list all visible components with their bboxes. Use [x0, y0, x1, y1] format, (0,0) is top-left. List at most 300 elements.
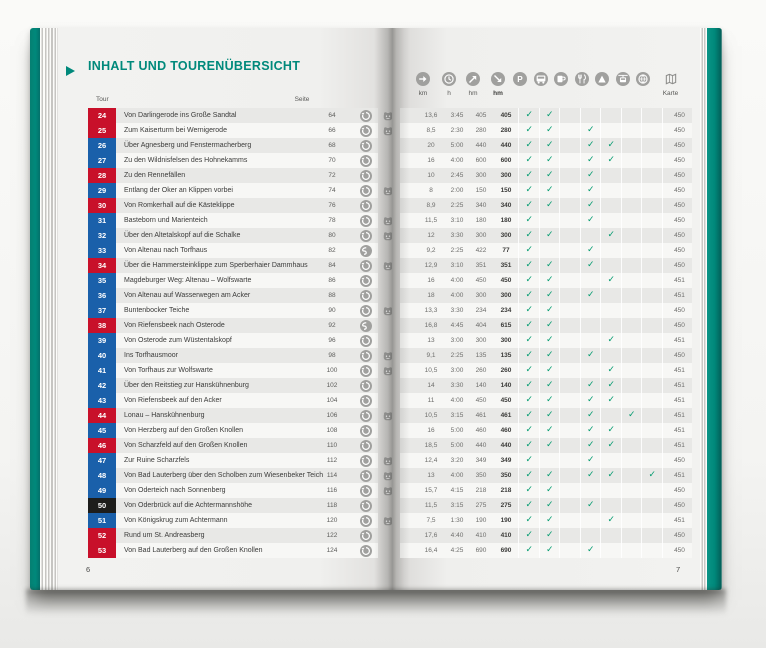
tour-descent-value: 140: [500, 382, 512, 389]
header-arrow-icon: [66, 66, 75, 76]
tour-ascent-value: 461: [475, 412, 487, 419]
svg-text:P: P: [517, 75, 523, 85]
tour-km-value: 14: [427, 382, 435, 389]
karte-cell: [662, 528, 697, 543]
tour-ascent-value: 351: [475, 262, 487, 269]
feature-cell-0: [518, 363, 540, 378]
checkmark: ✓: [545, 365, 554, 375]
tour-km-value: 8,5: [426, 127, 436, 134]
tour-descent-value: 135: [500, 352, 512, 359]
tour-data-row-34: [400, 258, 692, 273]
tour-descent-value: 461: [500, 412, 512, 419]
tour-title: Zu den Wildnisfelsen des Hohnekamms: [124, 157, 248, 164]
checkmark: ✓: [525, 260, 534, 270]
tour-page-number: 112: [326, 457, 338, 464]
tour-km-value: 15,7: [424, 487, 438, 494]
tour-km-value: 17,6: [424, 532, 438, 539]
page-title: INHALT UND TOURENÜBERSICHT: [88, 59, 301, 73]
round-trip-icon: [360, 260, 372, 272]
tour-km-value: 16: [427, 157, 435, 164]
tour-data-row-26: [400, 138, 692, 153]
toc-row-tour-42: [88, 378, 378, 393]
feature-cell-3: [580, 513, 602, 528]
tour-km-value: 20: [427, 142, 435, 149]
karte-cell: [662, 438, 697, 453]
feature-cell-2: [559, 528, 581, 543]
tour-karte-value: 450: [674, 262, 685, 269]
checkmark: ✓: [525, 485, 534, 495]
tour-data-row-42: [400, 378, 692, 393]
feature-cell-2: [559, 213, 581, 228]
tour-ascent-value: 140: [475, 382, 487, 389]
tour-number-badge: 32: [88, 228, 116, 243]
tour-page-number: 110: [326, 442, 338, 449]
tour-page-number: 76: [328, 202, 336, 209]
tour-descent-value: 77: [502, 247, 510, 254]
tour-time-value: 4:45: [450, 322, 464, 329]
checkmark: ✓: [607, 440, 616, 450]
tour-km-value: 7,5: [426, 517, 436, 524]
toc-row-tour-44: [88, 408, 378, 423]
tour-time-value: 5:00: [450, 442, 464, 449]
feature-cell-5: [621, 108, 643, 123]
checkmark: ✓: [525, 530, 534, 540]
tour-title: Über den Reitstieg zur Hanskühnenburg: [124, 382, 249, 389]
tour-ascent-value: 349: [475, 457, 487, 464]
checkmark: ✓: [545, 275, 554, 285]
tour-ascent-value: 350: [475, 472, 487, 479]
tour-km-value: 9,1: [426, 352, 436, 359]
checkmark: ✓: [586, 500, 595, 510]
toc-row-tour-24: [88, 108, 378, 123]
tour-ascent-value: 690: [475, 547, 487, 554]
checkmark: ✓: [586, 125, 595, 135]
feature-cell-3: [580, 438, 602, 453]
feature-cell-2: [559, 513, 581, 528]
feature-cell-1: [539, 213, 561, 228]
feature-cell-4: [600, 333, 622, 348]
karte-cell: [662, 168, 697, 183]
tour-number-badge: 53: [88, 543, 116, 558]
round-trip-icon: [360, 170, 372, 182]
feature-cell-5: [621, 468, 643, 483]
tour-ascent-value: 440: [475, 442, 487, 449]
feature-cell-1: [539, 183, 561, 198]
feature-cell-4: [600, 303, 622, 318]
tour-time-value: 3:30: [450, 382, 464, 389]
feature-cell-1: [539, 393, 561, 408]
map-icon: [664, 72, 678, 86]
feature-cell-2: [559, 258, 581, 273]
tour-page-number: 100: [326, 367, 338, 374]
karte-cell: [662, 348, 697, 363]
checkmark: ✓: [607, 425, 616, 435]
checkmark: ✓: [545, 230, 554, 240]
tour-time-value: 3:15: [450, 412, 464, 419]
feature-cell-2: [559, 333, 581, 348]
feature-cell-2: [559, 318, 581, 333]
tour-ascent-value: 450: [475, 277, 487, 284]
toc-row-tour-27: [88, 153, 378, 168]
feature-cell-3: [580, 498, 602, 513]
tour-km-value: 13: [427, 472, 435, 479]
checkmark: ✓: [525, 125, 534, 135]
karte-cell: [662, 183, 697, 198]
tour-title: Basteborn und Marienteich: [124, 217, 208, 224]
tour-page-number: 92: [328, 322, 336, 329]
tour-number-badge: 35: [88, 273, 116, 288]
feature-cell-4: [600, 138, 622, 153]
feature-cell-0: [518, 228, 540, 243]
tour-number-badge: 28: [88, 168, 116, 183]
checkmark: ✓: [545, 515, 554, 525]
feature-cell-5: [621, 198, 643, 213]
checkmark: ✓: [545, 530, 554, 540]
tour-page-number: 64: [328, 112, 336, 119]
tour-number-badge: 24: [88, 108, 116, 123]
feature-cell-2: [559, 123, 581, 138]
feature-cell-5: [621, 363, 643, 378]
toc-row-tour-52: [88, 528, 378, 543]
tour-number-badge: 33: [88, 243, 116, 258]
checkmark: ✓: [545, 395, 554, 405]
round-trip-icon: [360, 185, 372, 197]
karte-column-label: Karte: [662, 90, 679, 97]
tour-km-value: 9,2: [426, 247, 436, 254]
tour-title: Von Osterode zum Wüstentalskopf: [124, 337, 232, 344]
tour-column-label: Tour: [96, 96, 109, 103]
feature-cell-3: [580, 543, 602, 558]
tour-time-value: 2:45: [450, 172, 464, 179]
feature-cell-4: [600, 393, 622, 408]
checkmark: ✓: [545, 140, 554, 150]
checkmark: ✓: [586, 260, 595, 270]
feature-cell-5: [621, 303, 643, 318]
checkmark: ✓: [545, 425, 554, 435]
checkmark: ✓: [545, 410, 554, 420]
feature-cell-4: [600, 288, 622, 303]
checkmark: ✓: [607, 380, 616, 390]
feature-cell-3: [580, 348, 602, 363]
tour-title: Zur Ruine Scharzfels: [124, 457, 190, 464]
checkmark: ✓: [525, 395, 534, 405]
tour-karte-value: 450: [674, 502, 685, 509]
tour-number-badge: 31: [88, 213, 116, 228]
point-to-point-icon: [360, 245, 372, 257]
feature-cell-2: [559, 393, 581, 408]
tour-karte-value: 450: [674, 457, 685, 464]
feature-cell-0: [518, 333, 540, 348]
tour-page-number: 72: [328, 172, 336, 179]
feature-cell-6: [641, 183, 663, 198]
karte-cell: [662, 498, 697, 513]
feature-cell-2: [559, 408, 581, 423]
metric-label-h: h: [447, 90, 451, 97]
toc-row-tour-40: [88, 348, 378, 363]
feature-cell-1: [539, 348, 561, 363]
feature-cell-0: [518, 378, 540, 393]
checkmark: ✓: [525, 350, 534, 360]
feature-cell-2: [559, 378, 581, 393]
feature-cell-5: [621, 333, 643, 348]
tour-karte-value: 451: [674, 517, 685, 524]
feature-cell-6: [641, 123, 663, 138]
metric-label-hm: hm: [468, 90, 478, 97]
checkmark: ✓: [525, 500, 534, 510]
tour-page-number: 90: [328, 307, 336, 314]
toc-row-tour-51: [88, 513, 378, 528]
checkmark: ✓: [607, 395, 616, 405]
right-page: [392, 28, 700, 590]
checkmark: ✓: [525, 290, 534, 300]
tour-time-value: 3:10: [450, 262, 464, 269]
feature-cell-2: [559, 453, 581, 468]
feature-cell-4: [600, 273, 622, 288]
karte-cell: [662, 228, 697, 243]
feature-cell-3: [580, 258, 602, 273]
feature-cell-6: [641, 138, 663, 153]
tour-karte-value: 450: [674, 247, 685, 254]
feature-cell-1: [539, 498, 561, 513]
feature-cell-3: [580, 288, 602, 303]
feature-cell-4: [600, 108, 622, 123]
feature-cell-0: [518, 168, 540, 183]
checkmark: ✓: [607, 140, 616, 150]
feature-cell-0: [518, 273, 540, 288]
tour-time-value: 4:00: [450, 472, 464, 479]
tour-karte-value: 451: [674, 427, 685, 434]
bus-icon: [534, 72, 548, 86]
feature-cell-5: [621, 438, 643, 453]
tour-karte-value: 451: [674, 442, 685, 449]
tour-data-row-35: [400, 273, 692, 288]
tour-data-row-48: [400, 468, 692, 483]
feature-cell-6: [641, 423, 663, 438]
feature-cell-2: [559, 243, 581, 258]
feature-cell-0: [518, 423, 540, 438]
feature-cell-1: [539, 123, 561, 138]
tour-ascent-value: 300: [475, 337, 487, 344]
feature-cell-0: [518, 468, 540, 483]
tour-karte-value: 450: [674, 172, 685, 179]
tour-number-badge: 25: [88, 123, 116, 138]
feature-cell-5: [621, 543, 643, 558]
checkmark: ✓: [586, 425, 595, 435]
feature-cell-4: [600, 318, 622, 333]
tour-time-value: 3:10: [450, 217, 464, 224]
tour-data-row-41: [400, 363, 692, 378]
tour-page-number: 98: [328, 352, 336, 359]
feature-cell-1: [539, 198, 561, 213]
karte-cell: [662, 108, 697, 123]
tour-number-badge: 51: [88, 513, 116, 528]
right-page-stack-edge: [700, 28, 707, 590]
round-trip-icon: [360, 200, 372, 212]
feature-cell-5: [621, 348, 643, 363]
feature-cell-0: [518, 123, 540, 138]
checkmark: ✓: [525, 425, 534, 435]
feature-cell-6: [641, 408, 663, 423]
feature-cell-6: [641, 108, 663, 123]
tour-page-number: 74: [328, 187, 336, 194]
tour-time-value: 2:00: [450, 187, 464, 194]
right-page-number: 7: [676, 565, 681, 574]
feature-cell-4: [600, 258, 622, 273]
feature-cell-3: [580, 408, 602, 423]
tour-descent-value: 440: [500, 142, 512, 149]
tour-data-row-37: [400, 303, 692, 318]
tour-time-value: 4:00: [450, 292, 464, 299]
checkmark: ✓: [586, 380, 595, 390]
tour-data-row-36: [400, 288, 692, 303]
tour-time-value: 4:15: [450, 487, 464, 494]
feature-cell-5: [621, 288, 643, 303]
round-trip-icon: [360, 215, 372, 227]
tour-number-badge: 41: [88, 363, 116, 378]
tour-descent-value: 410: [500, 532, 512, 539]
round-trip-icon: [360, 530, 372, 542]
tour-number-badge: 44: [88, 408, 116, 423]
checkmark: ✓: [607, 230, 616, 240]
tour-page-number: 68: [328, 142, 336, 149]
tour-title: Von Scharzfeld auf den Großen Knollen: [124, 442, 248, 449]
karte-cell: [662, 513, 697, 528]
descent-icon: [491, 72, 505, 86]
tour-time-value: 5:00: [450, 142, 464, 149]
checkmark: ✓: [545, 305, 554, 315]
feature-cell-4: [600, 168, 622, 183]
checkmark: ✓: [545, 470, 554, 480]
tour-data-row-25: [400, 123, 692, 138]
tour-descent-value: 275: [500, 502, 512, 509]
tour-karte-value: 450: [674, 127, 685, 134]
feature-cell-3: [580, 213, 602, 228]
feature-cell-2: [559, 288, 581, 303]
karte-cell: [662, 483, 697, 498]
tour-km-value: 16,8: [424, 322, 438, 329]
tour-karte-value: 451: [674, 337, 685, 344]
tour-descent-value: 349: [500, 457, 512, 464]
tour-descent-value: 150: [500, 187, 512, 194]
feature-cell-1: [539, 483, 561, 498]
metric-label-hm: hm: [493, 90, 503, 97]
feature-cell-1: [539, 138, 561, 153]
checkmark: ✓: [545, 320, 554, 330]
feature-cell-6: [641, 303, 663, 318]
checkmark: ✓: [586, 185, 595, 195]
checkmark: ✓: [525, 320, 534, 330]
tour-data-row-47: [400, 453, 692, 468]
round-trip-icon: [360, 410, 372, 422]
round-trip-icon: [360, 140, 372, 152]
tour-number-badge: 40: [88, 348, 116, 363]
feature-cell-0: [518, 453, 540, 468]
feature-cell-0: [518, 108, 540, 123]
feature-cell-1: [539, 303, 561, 318]
feature-cell-3: [580, 363, 602, 378]
tour-ascent-value: 440: [475, 142, 487, 149]
tour-ascent-value: 150: [475, 187, 487, 194]
checkmark: ✓: [525, 545, 534, 555]
round-trip-icon: [360, 155, 372, 167]
tour-karte-value: 450: [674, 532, 685, 539]
tour-number-badge: 49: [88, 483, 116, 498]
feature-cell-0: [518, 243, 540, 258]
feature-cell-2: [559, 273, 581, 288]
checkmark: ✓: [525, 305, 534, 315]
tour-descent-value: 300: [500, 232, 512, 239]
tour-ascent-value: 460: [475, 427, 487, 434]
checkmark: ✓: [525, 185, 534, 195]
feature-cell-1: [539, 513, 561, 528]
karte-cell: [662, 138, 697, 153]
checkmark: ✓: [545, 500, 554, 510]
tour-page-number: 66: [328, 127, 336, 134]
tour-descent-value: 180: [500, 217, 512, 224]
feature-cell-4: [600, 153, 622, 168]
tour-ascent-value: 422: [475, 247, 487, 254]
tour-km-value: 11,5: [424, 502, 438, 509]
tour-number-badge: 36: [88, 288, 116, 303]
karte-cell: [662, 318, 697, 333]
checkmark: ✓: [525, 200, 534, 210]
tour-ascent-value: 190: [475, 517, 487, 524]
refreshment-icon: [554, 72, 568, 86]
feature-cell-2: [559, 108, 581, 123]
tour-karte-value: 450: [674, 217, 685, 224]
toc-row-tour-33: [88, 243, 378, 258]
feature-cell-3: [580, 228, 602, 243]
feature-cell-1: [539, 453, 561, 468]
checkmark: ✓: [525, 515, 534, 525]
feature-cell-3: [580, 183, 602, 198]
tour-karte-value: 451: [674, 412, 685, 419]
tour-data-row-50: [400, 498, 692, 513]
tour-number-badge: 30: [88, 198, 116, 213]
feature-cell-6: [641, 483, 663, 498]
tour-page-number: 102: [326, 382, 338, 389]
toc-row-tour-43: [88, 393, 378, 408]
checkmark: ✓: [545, 200, 554, 210]
tour-number-badge: 38: [88, 318, 116, 333]
tour-page-number: 116: [326, 487, 338, 494]
tour-page-number: 114: [326, 472, 338, 479]
tour-descent-value: 615: [500, 322, 512, 329]
karte-cell: [662, 213, 697, 228]
tour-number-badge: 37: [88, 303, 116, 318]
feature-cell-5: [621, 498, 643, 513]
tour-ascent-value: 410: [475, 532, 487, 539]
checkmark: ✓: [525, 455, 534, 465]
feature-cell-5: [621, 453, 643, 468]
checkmark: ✓: [648, 470, 657, 480]
toc-row-tour-47: [88, 453, 378, 468]
tour-data-row-32: [400, 228, 692, 243]
feature-cell-1: [539, 258, 561, 273]
tour-title: Von Altenau auf Wasserwegen am Acker: [124, 292, 251, 299]
checkmark: ✓: [525, 110, 534, 120]
feature-cell-6: [641, 333, 663, 348]
tour-karte-value: 450: [674, 142, 685, 149]
tour-page-number: 84: [328, 262, 336, 269]
feature-cell-5: [621, 483, 643, 498]
checkmark: ✓: [525, 470, 534, 480]
feature-cell-4: [600, 243, 622, 258]
feature-cell-5: [621, 378, 643, 393]
tour-karte-value: 450: [674, 352, 685, 359]
tour-km-value: 16: [427, 427, 435, 434]
toc-row-tour-38: [88, 318, 378, 333]
